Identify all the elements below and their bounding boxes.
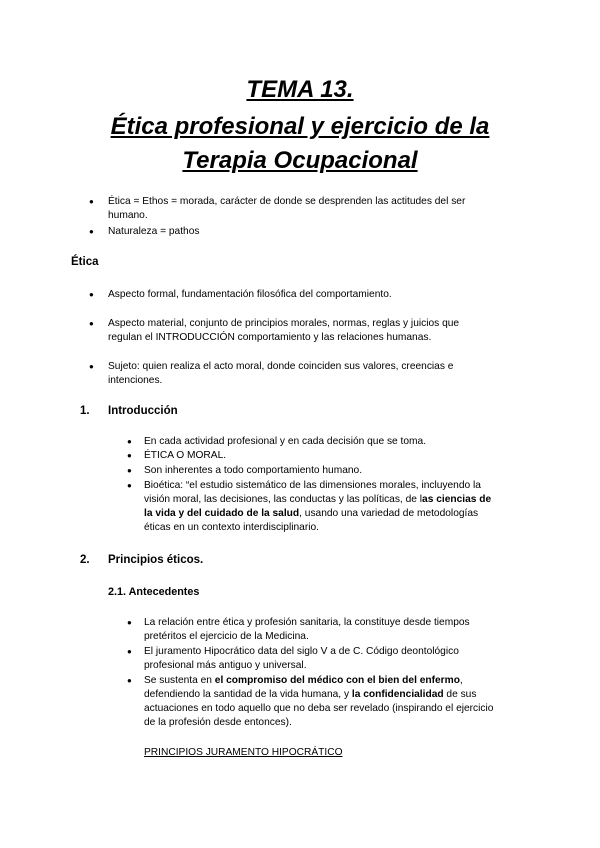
bullet-icon: ● bbox=[127, 618, 132, 627]
bullet-icon: ● bbox=[89, 227, 94, 236]
list-item-sustenta: Se sustenta en el compromiso del médico con el bien del enfermo, defendiendo la santidad de la vida humana, y la confidencialidad de sus actuaciones en todo aquello que no deba ser revelado (inspirando el ejercicio de la profesión desde entonces). bbox=[144, 675, 494, 728]
section-heading-introduccion: Introducción bbox=[108, 405, 178, 417]
section-heading-etica: Ética bbox=[71, 256, 99, 268]
section-number-2: 2. bbox=[80, 554, 90, 566]
list-item-etica-ethos: Ética = Ethos = morada, carácter de donde se desprenden las actitudes del ser humano. bbox=[108, 196, 466, 221]
page-title-line-3: Terapia Ocupacional bbox=[182, 147, 418, 174]
list-item-sujeto: Sujeto: quien realiza el acto moral, donde coinciden sus valores, creencias e intenciones. bbox=[108, 361, 454, 386]
bullet-icon: ● bbox=[127, 451, 132, 460]
section-heading-principios-eticos: Principios éticos. bbox=[108, 554, 204, 566]
bullet-icon: ● bbox=[89, 319, 94, 328]
page-title-line-2: Ética profesional y ejercicio de la bbox=[110, 113, 490, 140]
bullet-icon: ● bbox=[127, 676, 132, 685]
list-item-actividad-profesional: En cada actividad profesional y en cada decisión que se toma. bbox=[144, 436, 427, 447]
link-principios-juramento[interactable]: PRINCIPIOS JURAMENTO HIPOCRÁTICO bbox=[144, 747, 343, 758]
bullet-icon: ● bbox=[89, 362, 94, 371]
list-item-naturaleza: Naturaleza = pathos bbox=[108, 226, 200, 237]
bullet-icon: ● bbox=[127, 647, 132, 656]
bullet-icon: ● bbox=[89, 197, 94, 206]
bullet-icon: ● bbox=[127, 437, 132, 446]
list-item-juramento: El juramento Hipocrático data del siglo V a de C. Código deontológico profesional más antiguo y universal. bbox=[144, 646, 459, 671]
list-item-inherentes: Son inherentes a todo comportamiento humano. bbox=[144, 465, 363, 476]
list-item-relacion-etica: La relación entre ética y profesión sanitaria, la constituye desde tiempos pretéritos el ejercicio de la Medicina. bbox=[144, 617, 470, 642]
list-item-bioetica: Bioética: “el estudio sistemático de las dimensiones morales, incluyendo la visión moral, las decisiones, las conductas y las políticas, de las ciencias de la vida y del cuidado de la salud, usando una variedad de metodologías éticas en un contexto interdisciplinario. bbox=[144, 480, 492, 533]
bullet-icon: ● bbox=[127, 481, 132, 490]
list-item-aspecto-material: Aspecto material, conjunto de principios morales, normas, reglas y juicios que regulan el INTRODUCCIÓN comportamiento y las relaciones humanas. bbox=[108, 318, 460, 343]
list-item-etica-moral: ÉTICA O MORAL. bbox=[144, 450, 227, 461]
list-item-aspecto-formal: Aspecto formal, fundamentación filosófica del comportamiento. bbox=[108, 289, 392, 300]
bullet-icon: ● bbox=[127, 466, 132, 475]
section-number-1: 1. bbox=[80, 405, 90, 417]
subsection-heading-antecedentes: 2.1. Antecedentes bbox=[108, 586, 200, 598]
bullet-icon: ● bbox=[89, 290, 94, 299]
page-title-line-1: TEMA 13. bbox=[246, 76, 354, 103]
